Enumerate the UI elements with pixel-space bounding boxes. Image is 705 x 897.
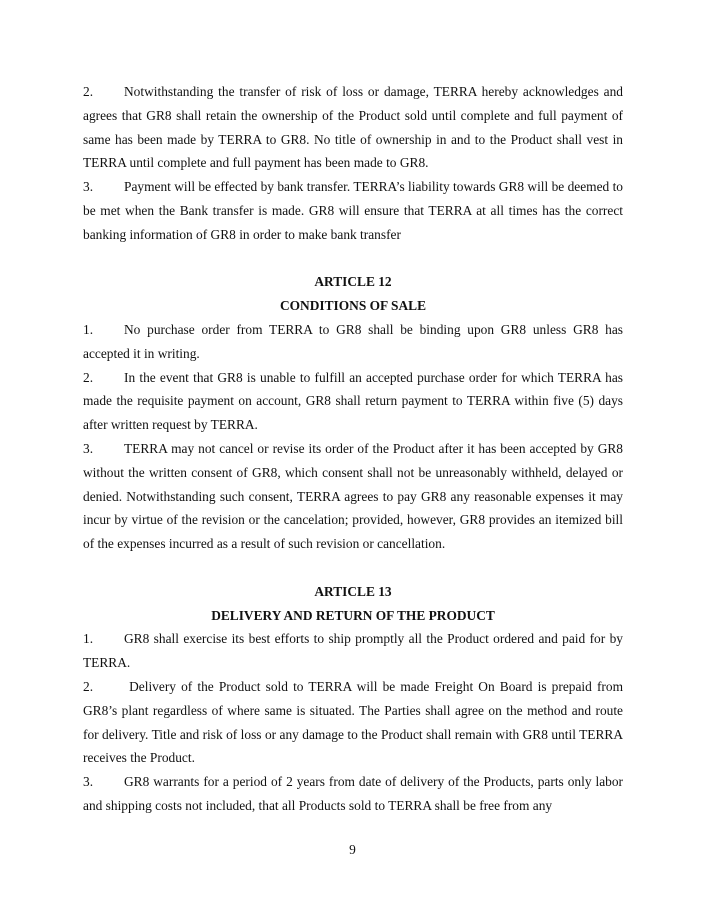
article-13-title: DELIVERY AND RETURN OF THE PRODUCT — [211, 607, 495, 623]
clause-text: Payment will be effected by bank transfer. TERRA’s liability towards GR8 will be deemed to be met when the Bank transfer is made. GR8 will ensure that TERRA at all times has the correct banking information of GR8 in order to make bank transfer — [83, 179, 623, 242]
paragraph — [83, 80, 623, 175]
clause-number: 3. — [83, 440, 94, 456]
page-number: 9 — [349, 842, 356, 857]
article-12-title: CONDITIONS OF SALE — [279, 298, 427, 314]
clause-number: 3. — [83, 774, 94, 790]
clause-text: No purchase order from TERRA to GR8 shall be binding upon GR8 unless GR8 has accepted it in writing. — [83, 321, 623, 361]
paragraph — [83, 437, 623, 556]
clause-number: 2. — [83, 369, 94, 385]
clause-number: 2. — [83, 678, 94, 694]
clause-text: In the event that GR8 is unable to fulfill an accepted purchase order for which TERRA has made the requisite payment on account, GR8 shall return payment to TERRA within five (5) days after written request by TERRA. — [83, 369, 623, 433]
spacer — [83, 556, 623, 580]
clause-number: 1. — [83, 321, 94, 337]
clause-text: GR8 shall exercise its best efforts to ship promptly all the Product ordered and paid for by TERRA. — [83, 631, 623, 671]
page-content — [83, 80, 623, 818]
clause-number: 3. — [83, 179, 94, 195]
paragraph — [83, 770, 623, 818]
article-12-number: ARTICLE 12 — [314, 274, 392, 290]
paragraph — [83, 318, 623, 366]
paragraph — [83, 675, 623, 770]
clause-text: TERRA may not cancel or revise its order of the Product after it has been accepted by GR8 without the written consent of GR8, which consent shall not be unreasonably withheld, delayed or denied. Notwithstanding such consent, TERRA agrees to pay GR8 any reasonable expenses it may incur by virtue of the revision or the cancelation; provided, however, GR8 provides an itemized bill of the expenses incurred as a result of such revision or cancellation. — [83, 440, 623, 552]
clause-text: Delivery of the Product sold to TERRA will be made Freight On Board is prepaid from GR8’s plant regardless of where same is situated. The Parties shall agree on the method and route for delivery. Title and risk of loss or any damage to the Product shall remain with GR8 until TERRA receives the Product. — [83, 678, 623, 766]
spacer — [83, 247, 623, 271]
clause-text: GR8 warrants for a period of 2 years from date of delivery of the Products, parts only labor and shipping costs not included, that all Products sold to TERRA shall be free from any — [83, 774, 623, 813]
article-13-number: ARTICLE 13 — [314, 583, 392, 599]
paragraph — [83, 627, 623, 675]
clause-text: Notwithstanding the transfer of risk of loss or damage, TERRA hereby acknowledges and agrees that GR8 shall retain the ownership of the Product sold until complete and full payment of same has been made by TERRA to GR8. No title of ownership in and to the Product shall vest in TERRA until complete and full payment has been made to GR8. — [83, 84, 623, 171]
paragraph — [83, 175, 623, 246]
clause-number: 2. — [83, 84, 94, 99]
clause-number: 1. — [83, 631, 94, 647]
paragraph — [83, 366, 623, 437]
